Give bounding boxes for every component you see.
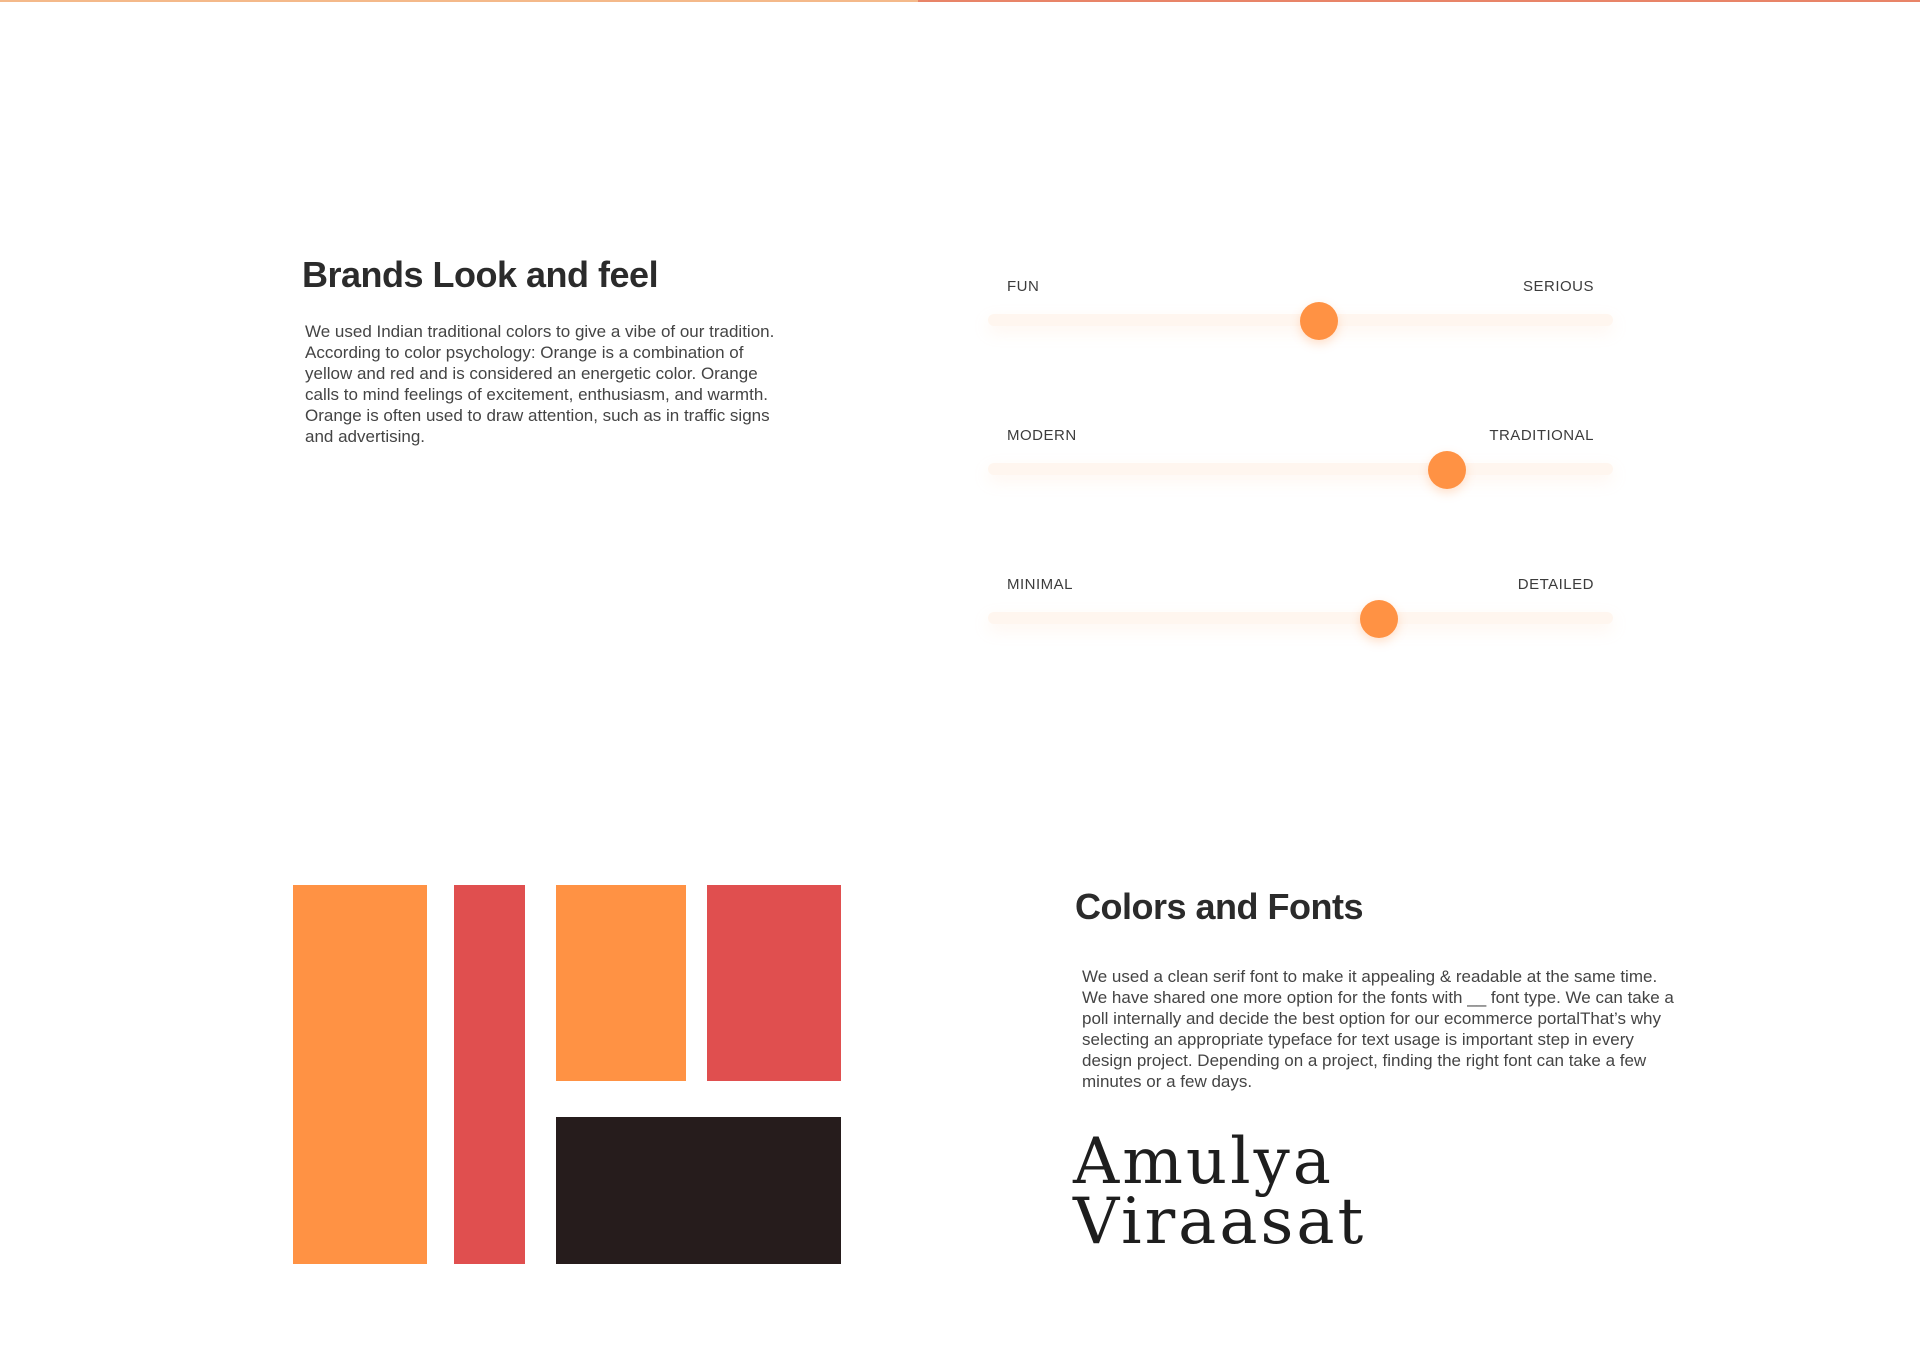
fonts-description: We used a clean serif font to make it appealing & readable at the same time. We have shared one more option for the fonts with __ font type. We can take a poll internally and decide the best option for our ecommerce portalThat’s why selecting an appropriate typeface for text usage is important step in every design project. Depending on a project, finding the right font can take a few minutes or a few days. [1082, 967, 1674, 1091]
brand-section-title: Brands Look and feel [302, 254, 659, 295]
top-rule-left [0, 0, 918, 2]
slider-minimal-detailed[interactable] [988, 576, 1613, 656]
color-swatch-red-narrow [454, 885, 525, 1264]
slider-right-label: TRADITIONAL [1489, 427, 1594, 444]
slider-left-label: MINIMAL [1007, 576, 1074, 593]
slider-right-label: SERIOUS [1522, 278, 1594, 295]
slider-right-label: DETAILED [1517, 576, 1594, 593]
slider-track[interactable] [988, 463, 1613, 475]
slider-fun-serious[interactable] [988, 278, 1613, 358]
top-accent-rule [0, 0, 1920, 2]
slider-modern-traditional[interactable] [988, 427, 1613, 507]
color-swatch-red-square [707, 885, 841, 1081]
slider-thumb[interactable] [1360, 600, 1398, 638]
font-sample-line1: Amulya [1073, 1125, 1334, 1199]
slider-left-label: MODERN [1007, 427, 1077, 444]
font-sample-line2: Viraasat [1073, 1185, 1367, 1259]
color-swatch-orange-tall [293, 885, 427, 1264]
color-swatch-orange-square [556, 885, 686, 1081]
slider-thumb[interactable] [1300, 302, 1338, 340]
slider-left-label: FUN [1007, 278, 1040, 295]
color-swatch-dark-wide [556, 1117, 841, 1264]
font-sample [1073, 1125, 1367, 1259]
top-rule-right [918, 0, 1920, 2]
slider-track[interactable] [988, 612, 1613, 624]
fonts-section-title: Colors and Fonts [1075, 886, 1363, 927]
brand-description: We used Indian traditional colors to give a vibe of our tradition. According to color psychology: Orange is a combination of yellow and red and is considered an energetic color. Orange calls to mind feelings of excitement, enthusiasm, and warmth. Orange is often used to draw attention, such as in traffic signs and advertising. [305, 322, 775, 446]
slider-thumb[interactable] [1428, 451, 1466, 489]
